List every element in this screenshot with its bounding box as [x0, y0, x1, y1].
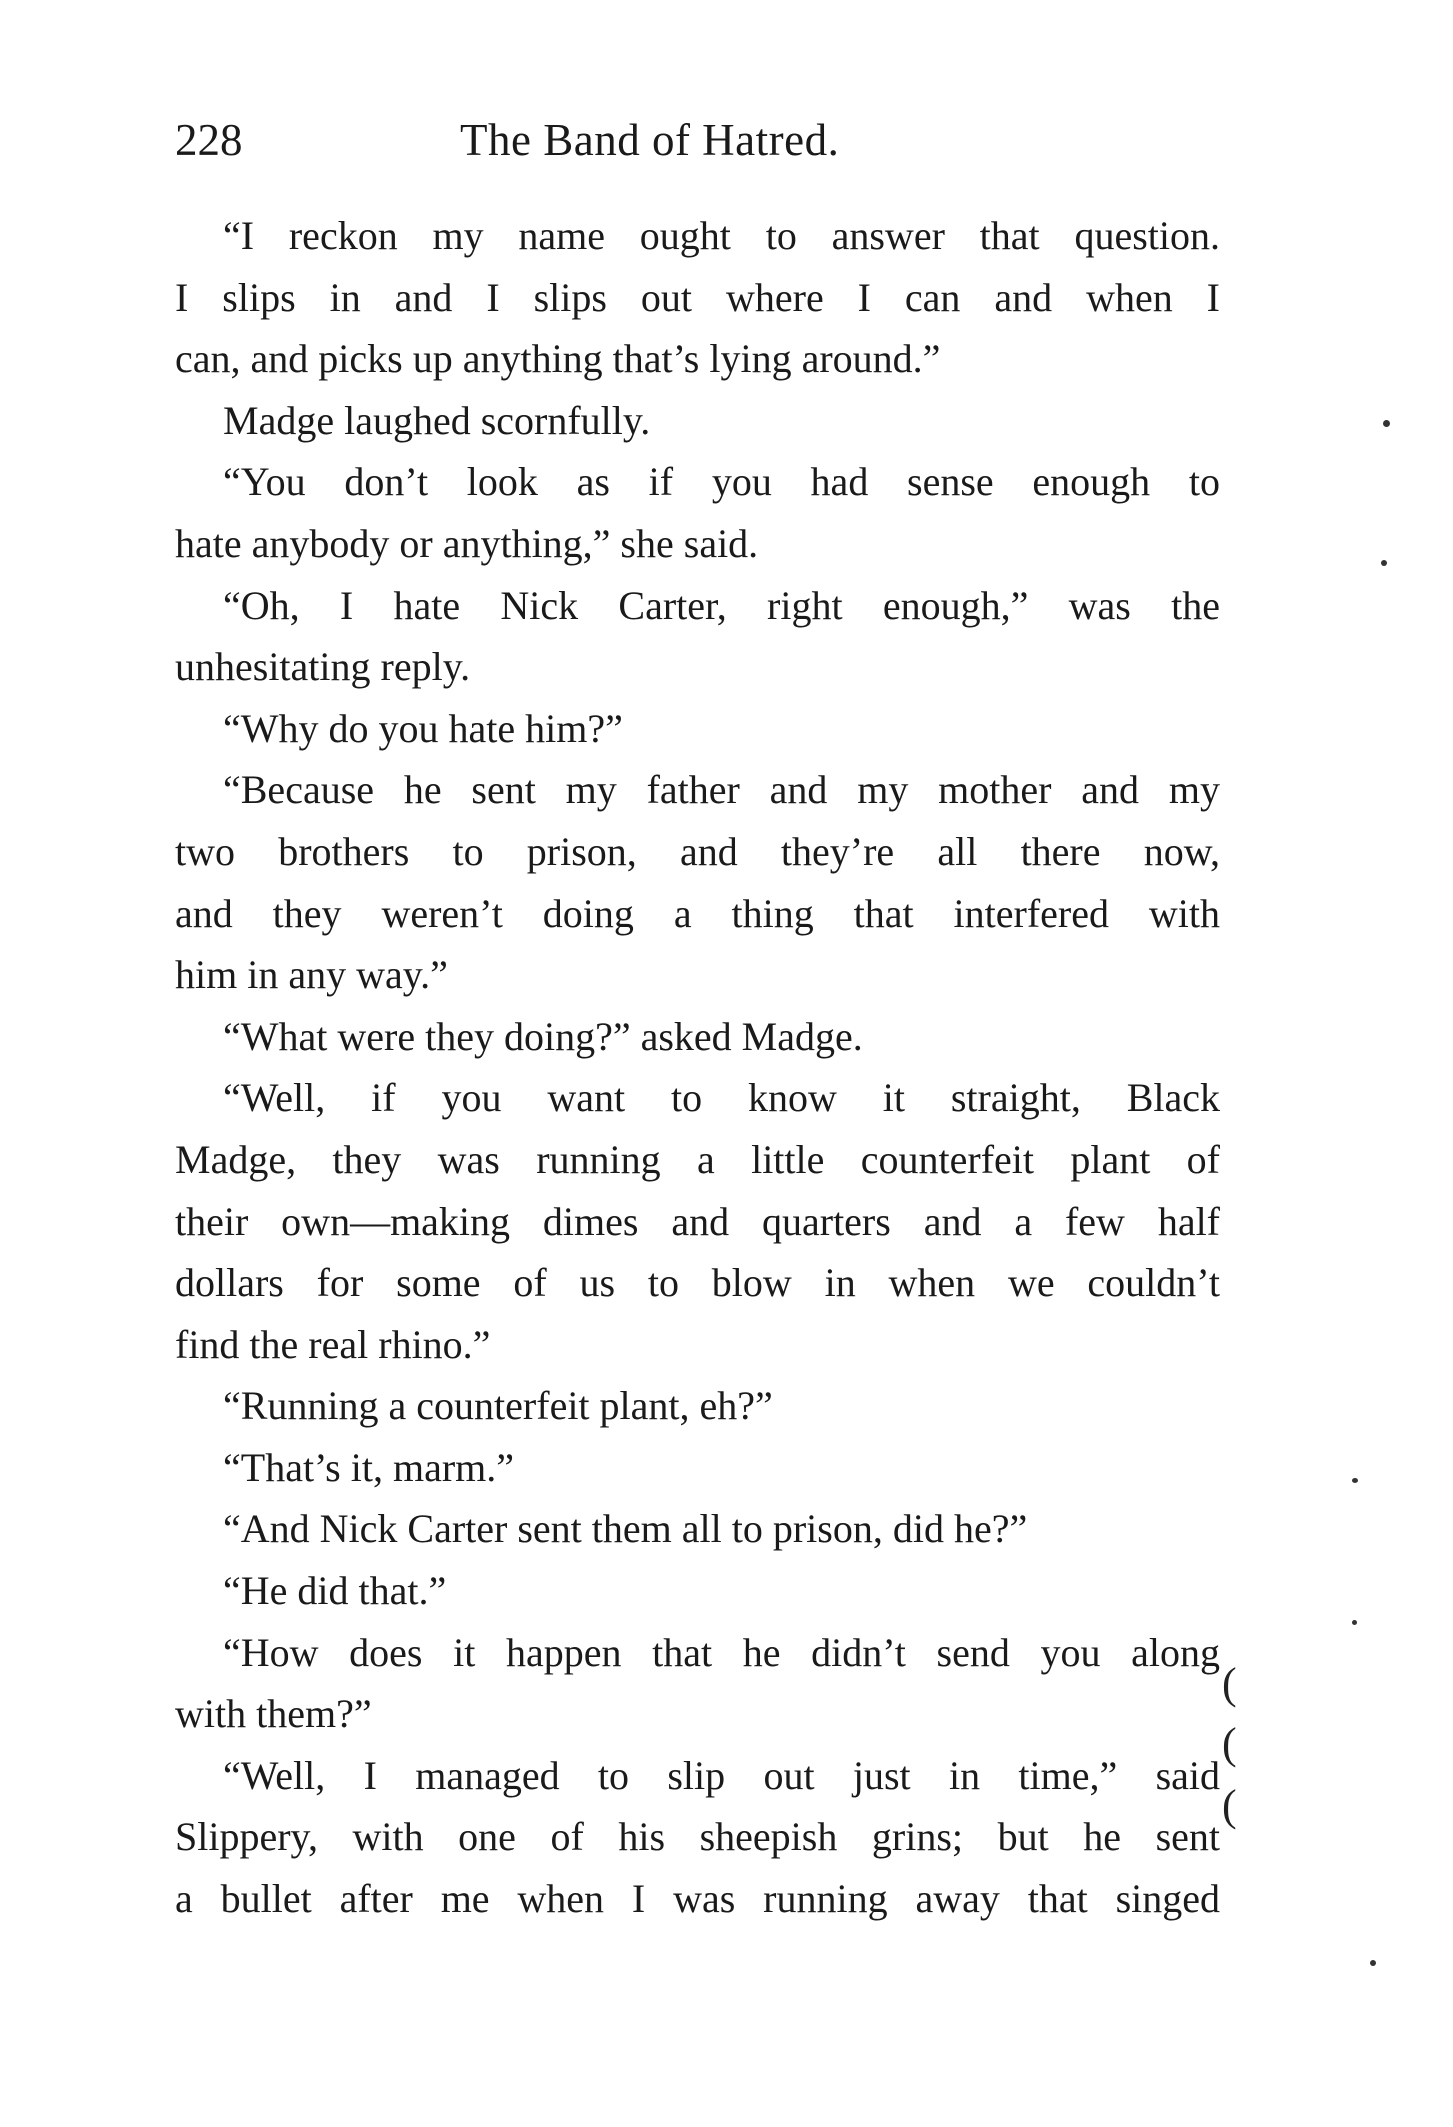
text-line: “And Nick Carter sent them all to prison, did he?” — [223, 1506, 1028, 1552]
text-line: unhesitating reply. — [175, 644, 471, 690]
text-line: “Because he sent my father and my mother and my — [223, 767, 1220, 813]
text-line: “Running a counterfeit plant, eh?” — [223, 1383, 773, 1429]
scan-speck — [1381, 560, 1387, 566]
text-line: Madge laughed scornfully. — [223, 397, 651, 443]
text-line: “How does it happen that he didn’t send you along — [223, 1629, 1220, 1675]
running-head — [175, 110, 1225, 170]
text-line: I slips in and I slips out where I can and when I — [175, 274, 1220, 320]
text-line: hate anybody or anything,” she said. — [175, 520, 759, 566]
scan-speck — [1370, 1960, 1376, 1966]
text-line: two brothers to prison, and they’re all there now, — [175, 828, 1220, 874]
text-line: “He did that.” — [223, 1568, 447, 1614]
text-line: “Oh, I hate Nick Carter, right enough,” was the — [223, 582, 1220, 628]
text-line: with them?” — [175, 1691, 372, 1737]
text-line: “You don’t look as if you had sense enough to — [223, 459, 1220, 505]
text-line: can, and picks up anything that’s lying around.” — [175, 336, 941, 382]
text-line: dollars for some of us to blow in when we couldn’t — [175, 1260, 1220, 1306]
text-line: and they weren’t doing a thing that interfered with — [175, 890, 1220, 936]
scan-speck — [1352, 1620, 1357, 1625]
scan-speck — [1383, 420, 1390, 427]
text-line: “Well, if you want to know it straight, Black — [223, 1075, 1220, 1121]
text-line: “I reckon my name ought to answer that question. — [223, 213, 1220, 258]
text-line: “That’s it, marm.” — [223, 1444, 515, 1490]
margin-bracket-mark: ( — [1222, 1719, 1237, 1768]
margin-bracket-mark: ( — [1222, 1659, 1237, 1708]
text-line: Madge, they was running a little counterfeit plant of — [175, 1136, 1220, 1182]
text-line: a bullet after me when I was running away that singed — [175, 1876, 1220, 1922]
text-line: “Why do you hate him?” — [223, 705, 623, 751]
body-text — [175, 205, 1220, 1930]
margin-bracket-mark: ( — [1222, 1781, 1237, 1830]
text-line: him in any way.” — [175, 952, 448, 998]
text-line: find the real rhino.” — [175, 1321, 491, 1367]
scan-speck — [1352, 1478, 1358, 1483]
running-title: The Band of Hatred. — [460, 115, 840, 165]
text-line: “Well, I managed to slip out just in time,” said — [223, 1752, 1220, 1798]
text-line: Slippery, with one of his sheepish grins; but he sent — [175, 1814, 1220, 1860]
text-line: their own—making dimes and quarters and a few half — [175, 1198, 1220, 1244]
page-number: 228 — [175, 115, 243, 165]
text-line: “What were they doing?” asked Madge. — [223, 1013, 863, 1059]
